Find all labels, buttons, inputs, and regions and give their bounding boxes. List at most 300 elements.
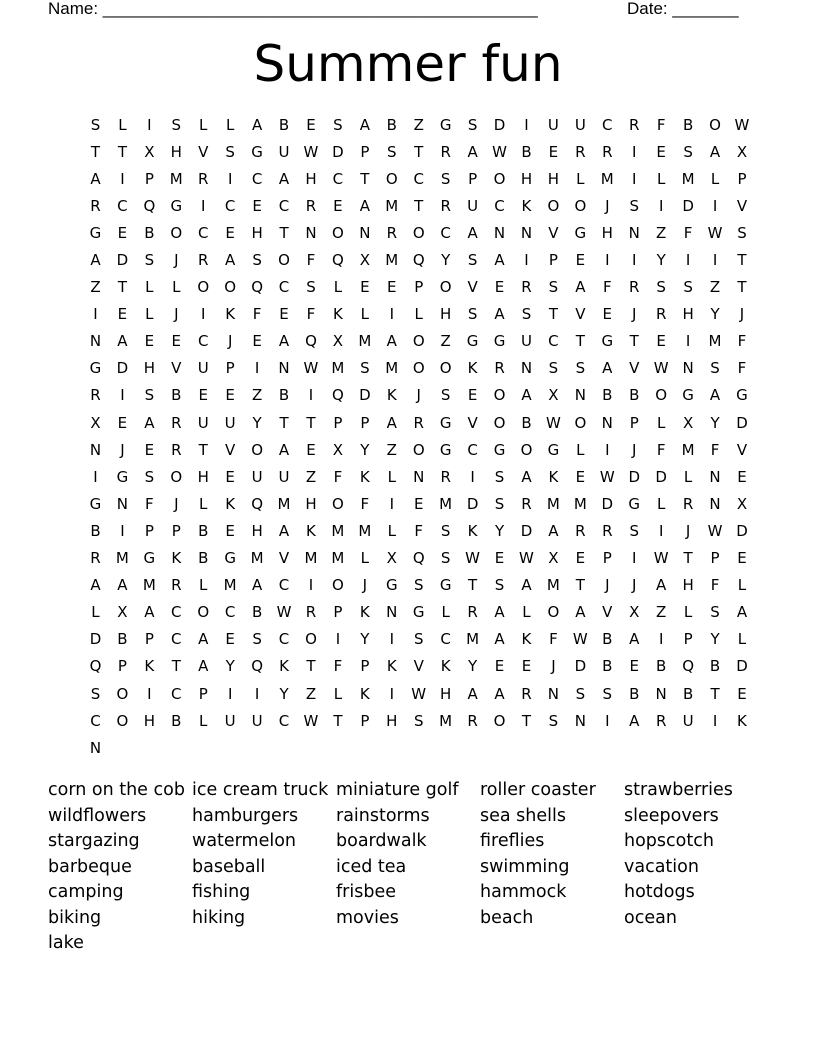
grid-letter[interactable]: A — [494, 251, 505, 270]
grid-letter[interactable]: Y — [656, 251, 666, 270]
grid-letter[interactable]: J — [685, 521, 691, 540]
grid-letter[interactable]: O — [412, 440, 425, 459]
grid-letter[interactable]: X — [332, 440, 344, 459]
grid-letter[interactable]: S — [90, 115, 101, 134]
grid-letter[interactable]: S — [360, 359, 370, 378]
grid-letter[interactable]: L — [333, 684, 343, 703]
grid-letter[interactable]: X — [144, 142, 155, 161]
grid-letter[interactable]: S — [144, 251, 155, 270]
grid-letter[interactable]: X — [359, 251, 370, 270]
grid-letter[interactable]: N — [709, 467, 721, 486]
grid-letter[interactable]: L — [576, 440, 585, 459]
grid-letter[interactable]: D — [574, 657, 587, 676]
grid-letter[interactable]: P — [171, 521, 181, 540]
grid-letter[interactable]: C — [278, 576, 290, 595]
grid-letter[interactable]: M — [358, 332, 372, 351]
grid-letter[interactable]: E — [467, 386, 478, 405]
grid-letter[interactable]: Y — [279, 684, 289, 703]
grid-letter[interactable]: W — [545, 413, 561, 432]
grid-letter[interactable]: V — [548, 223, 559, 242]
grid-letter[interactable]: U — [224, 711, 236, 730]
grid-letter[interactable]: E — [360, 278, 370, 297]
grid-letter[interactable]: O — [493, 169, 506, 188]
grid-letter[interactable]: L — [737, 630, 747, 649]
grid-letter[interactable]: E — [575, 467, 586, 486]
grid-letter[interactable]: K — [279, 657, 289, 676]
grid-letter[interactable]: P — [117, 657, 127, 676]
grid-letter[interactable]: J — [174, 305, 179, 324]
grid-letter[interactable]: M — [681, 440, 695, 459]
grid-letter[interactable]: Y — [360, 440, 370, 459]
grid-letter[interactable]: N — [413, 467, 425, 486]
grid-letter[interactable]: B — [709, 657, 721, 676]
grid-letter[interactable]: C — [548, 332, 559, 351]
grid-letter[interactable]: X — [90, 413, 101, 432]
grid-letter[interactable]: O — [332, 223, 344, 242]
grid-letter[interactable]: T — [306, 657, 316, 676]
grid-letter[interactable]: H — [547, 169, 560, 188]
grid-letter[interactable]: A — [117, 576, 128, 595]
grid-letter[interactable]: E — [198, 386, 208, 405]
grid-letter[interactable]: A — [467, 142, 478, 161]
grid-letter[interactable]: S — [575, 684, 586, 703]
grid-letter[interactable]: I — [201, 196, 206, 215]
grid-letter[interactable]: B — [386, 115, 397, 134]
grid-letter[interactable]: O — [574, 196, 587, 215]
grid-letter[interactable]: P — [144, 630, 154, 649]
grid-letter[interactable]: I — [712, 711, 718, 730]
grid-letter[interactable]: Q — [143, 196, 156, 215]
grid-letter[interactable]: I — [308, 576, 314, 595]
grid-letter[interactable]: O — [655, 386, 668, 405]
grid-letter[interactable]: R — [629, 115, 640, 134]
grid-letter[interactable]: K — [225, 305, 236, 324]
grid-letter[interactable]: D — [628, 467, 640, 486]
grid-letter[interactable]: P — [225, 359, 235, 378]
grid-letter[interactable]: R — [413, 413, 424, 432]
grid-letter[interactable]: H — [305, 169, 317, 188]
grid-letter[interactable]: A — [144, 413, 155, 432]
grid-letter[interactable]: W — [411, 684, 427, 703]
grid-letter[interactable]: S — [548, 711, 559, 730]
grid-letter[interactable]: J — [227, 332, 233, 351]
grid-letter[interactable]: A — [467, 223, 478, 242]
grid-letter[interactable]: X — [332, 332, 344, 351]
grid-letter[interactable]: Z — [251, 386, 263, 405]
grid-letter[interactable]: M — [439, 494, 453, 513]
grid-letter[interactable]: O — [385, 169, 398, 188]
grid-letter[interactable]: L — [91, 603, 100, 622]
grid-letter[interactable]: F — [710, 440, 720, 459]
grid-letter[interactable]: H — [305, 494, 317, 513]
grid-letter[interactable]: Z — [440, 332, 451, 351]
grid-letter[interactable]: F — [710, 576, 720, 595]
grid-letter[interactable]: E — [737, 467, 747, 486]
grid-letter[interactable]: O — [332, 576, 344, 595]
grid-letter[interactable]: A — [359, 115, 370, 134]
grid-letter[interactable]: E — [252, 196, 262, 215]
grid-letter[interactable]: I — [227, 684, 233, 703]
grid-letter[interactable]: I — [389, 494, 394, 513]
grid-letter[interactable]: C — [117, 196, 128, 215]
grid-letter[interactable]: W — [303, 142, 319, 161]
grid-letter[interactable]: S — [575, 359, 586, 378]
grid-letter[interactable]: P — [198, 684, 208, 703]
grid-letter[interactable]: A — [198, 657, 209, 676]
grid-letter[interactable]: V — [278, 549, 290, 568]
grid-letter[interactable]: M — [466, 630, 480, 649]
grid-letter[interactable]: S — [440, 386, 451, 405]
grid-letter[interactable]: A — [278, 169, 290, 188]
grid-letter[interactable]: Y — [494, 521, 505, 540]
grid-letter[interactable]: S — [494, 576, 505, 595]
grid-letter[interactable]: E — [656, 332, 666, 351]
grid-letter[interactable]: E — [144, 440, 155, 459]
grid-letter[interactable]: N — [359, 223, 371, 242]
grid-letter[interactable]: T — [710, 684, 720, 703]
grid-letter[interactable]: K — [521, 630, 532, 649]
grid-letter[interactable]: F — [602, 278, 612, 297]
grid-letter[interactable]: G — [574, 223, 587, 242]
grid-letter[interactable]: S — [252, 251, 262, 270]
grid-letter[interactable]: D — [466, 494, 479, 513]
grid-letter[interactable]: N — [601, 413, 613, 432]
grid-letter[interactable]: I — [632, 251, 637, 270]
grid-letter[interactable]: A — [117, 332, 128, 351]
grid-letter[interactable]: K — [359, 467, 370, 486]
grid-letter[interactable]: N — [278, 359, 290, 378]
grid-letter[interactable]: R — [494, 359, 505, 378]
grid-letter[interactable]: S — [440, 549, 451, 568]
grid-letter[interactable]: K — [332, 305, 343, 324]
grid-letter[interactable]: G — [89, 359, 102, 378]
grid-letter[interactable]: F — [145, 494, 154, 513]
grid-letter[interactable]: I — [712, 251, 718, 270]
grid-letter[interactable]: E — [117, 413, 128, 432]
grid-letter[interactable]: G — [251, 142, 263, 161]
grid-letter[interactable]: T — [629, 332, 639, 351]
grid-letter[interactable]: A — [548, 521, 559, 540]
grid-letter[interactable]: G — [170, 196, 183, 215]
grid-letter[interactable]: J — [120, 440, 125, 459]
grid-letter[interactable]: E — [333, 196, 343, 215]
grid-letter[interactable]: T — [117, 278, 127, 297]
grid-letter[interactable]: Y — [225, 657, 235, 676]
grid-letter[interactable]: G — [224, 549, 236, 568]
grid-letter[interactable]: Q — [332, 386, 344, 405]
grid-letter[interactable]: J — [551, 657, 556, 676]
grid-letter[interactable]: O — [709, 115, 721, 134]
grid-letter[interactable]: Z — [386, 440, 397, 459]
grid-letter[interactable]: L — [118, 115, 127, 134]
grid-letter[interactable]: B — [682, 684, 694, 703]
grid-letter[interactable]: Q — [682, 657, 694, 676]
grid-letter[interactable]: T — [333, 711, 343, 730]
grid-letter[interactable]: P — [360, 711, 370, 730]
grid-letter[interactable]: D — [89, 630, 102, 649]
grid-letter[interactable]: L — [656, 413, 666, 432]
grid-letter[interactable]: S — [467, 251, 478, 270]
grid-letter[interactable]: B — [278, 386, 290, 405]
grid-letter[interactable]: S — [683, 142, 693, 161]
grid-letter[interactable]: A — [251, 115, 263, 134]
grid-letter[interactable]: D — [736, 413, 748, 432]
grid-letter[interactable]: W — [519, 549, 534, 568]
grid-letter[interactable]: N — [682, 359, 694, 378]
grid-letter[interactable]: M — [385, 196, 399, 215]
grid-letter[interactable]: P — [468, 169, 478, 188]
grid-letter[interactable]: P — [333, 603, 343, 622]
grid-letter[interactable]: U — [224, 413, 236, 432]
grid-letter[interactable]: N — [655, 684, 667, 703]
grid-letter[interactable]: C — [251, 169, 263, 188]
grid-letter[interactable]: G — [412, 603, 425, 622]
grid-letter[interactable]: J — [605, 576, 610, 595]
grid-letter[interactable]: C — [467, 440, 478, 459]
grid-letter[interactable]: W — [276, 603, 292, 622]
grid-letter[interactable]: H — [440, 684, 452, 703]
grid-letter[interactable]: E — [225, 630, 235, 649]
grid-letter[interactable]: P — [360, 413, 370, 432]
grid-letter[interactable]: B — [278, 115, 290, 134]
grid-letter[interactable]: M — [573, 494, 587, 513]
grid-letter[interactable]: A — [709, 142, 721, 161]
grid-letter[interactable]: J — [174, 494, 179, 513]
grid-letter[interactable]: V — [413, 657, 424, 676]
grid-letter[interactable]: I — [605, 251, 610, 270]
grid-letter[interactable]: W — [707, 223, 723, 242]
grid-letter[interactable]: G — [89, 223, 102, 242]
grid-letter[interactable]: I — [93, 467, 98, 486]
grid-letter[interactable]: E — [575, 549, 586, 568]
grid-letter[interactable]: O — [412, 332, 425, 351]
grid-letter[interactable]: S — [629, 521, 639, 540]
grid-letter[interactable]: I — [147, 115, 152, 134]
grid-letter[interactable]: I — [524, 115, 529, 134]
grid-letter[interactable]: K — [386, 386, 397, 405]
grid-letter[interactable]: I — [524, 251, 529, 270]
grid-letter[interactable]: N — [305, 223, 317, 242]
grid-letter[interactable]: Z — [305, 684, 317, 703]
grid-letter[interactable]: R — [386, 223, 397, 242]
grid-letter[interactable]: N — [493, 223, 506, 242]
grid-letter[interactable]: N — [574, 386, 586, 405]
grid-letter[interactable]: W — [599, 467, 615, 486]
grid-letter[interactable]: S — [737, 223, 747, 242]
grid-letter[interactable]: U — [197, 359, 209, 378]
grid-letter[interactable]: L — [656, 494, 666, 513]
grid-letter[interactable]: O — [278, 251, 290, 270]
grid-letter[interactable]: E — [629, 657, 639, 676]
grid-letter[interactable]: G — [89, 494, 102, 513]
grid-letter[interactable]: W — [734, 115, 750, 134]
grid-letter[interactable]: E — [521, 657, 532, 676]
grid-letter[interactable]: L — [414, 305, 423, 324]
grid-letter[interactable]: B — [602, 630, 613, 649]
grid-letter[interactable]: K — [440, 657, 451, 676]
grid-letter[interactable]: L — [199, 576, 208, 595]
grid-letter[interactable]: N — [89, 440, 102, 459]
grid-letter[interactable]: S — [413, 576, 424, 595]
grid-letter[interactable]: O — [574, 413, 587, 432]
grid-letter[interactable]: D — [601, 494, 614, 513]
grid-letter[interactable]: X — [548, 549, 559, 568]
grid-letter[interactable]: N — [628, 223, 640, 242]
grid-letter[interactable]: H — [143, 711, 155, 730]
grid-letter[interactable]: V — [467, 278, 478, 297]
grid-letter[interactable]: A — [736, 603, 748, 622]
grid-letter[interactable]: T — [279, 413, 289, 432]
grid-letter[interactable]: I — [658, 521, 664, 540]
grid-letter[interactable]: O — [547, 603, 560, 622]
grid-letter[interactable]: L — [656, 169, 666, 188]
grid-letter[interactable]: A — [90, 576, 101, 595]
grid-letter[interactable]: I — [389, 305, 394, 324]
grid-letter[interactable]: R — [440, 196, 451, 215]
grid-letter[interactable]: Y — [252, 413, 262, 432]
grid-letter[interactable]: I — [470, 467, 475, 486]
grid-letter[interactable]: A — [144, 603, 155, 622]
grid-letter[interactable]: Z — [413, 115, 424, 134]
grid-letter[interactable]: G — [466, 332, 479, 351]
grid-letter[interactable]: Q — [251, 657, 263, 676]
grid-letter[interactable]: I — [93, 305, 98, 324]
grid-letter[interactable]: S — [467, 115, 478, 134]
grid-letter[interactable]: S — [440, 521, 451, 540]
grid-letter[interactable]: D — [359, 386, 371, 405]
grid-letter[interactable]: E — [602, 305, 613, 324]
grid-letter[interactable]: S — [144, 386, 155, 405]
grid-letter[interactable]: F — [252, 305, 262, 324]
grid-letter[interactable]: B — [682, 115, 694, 134]
grid-letter[interactable]: N — [116, 494, 129, 513]
grid-letter[interactable]: G — [682, 386, 694, 405]
grid-letter[interactable]: E — [279, 305, 289, 324]
grid-letter[interactable]: R — [629, 278, 640, 297]
grid-letter[interactable]: C — [278, 278, 290, 297]
grid-letter[interactable]: G — [628, 494, 641, 513]
grid-letter[interactable]: I — [658, 196, 664, 215]
grid-letter[interactable]: L — [683, 603, 693, 622]
grid-letter[interactable]: L — [360, 549, 370, 568]
grid-letter[interactable]: A — [521, 576, 532, 595]
grid-letter[interactable]: L — [441, 603, 450, 622]
grid-letter[interactable]: F — [683, 223, 693, 242]
grid-letter[interactable]: V — [736, 196, 748, 215]
grid-letter[interactable]: O — [439, 278, 452, 297]
grid-letter[interactable]: E — [252, 332, 262, 351]
grid-letter[interactable]: S — [494, 494, 505, 513]
grid-letter[interactable]: M — [250, 549, 264, 568]
grid-letter[interactable]: M — [358, 521, 372, 540]
grid-letter[interactable]: A — [386, 332, 397, 351]
grid-letter[interactable]: A — [494, 305, 505, 324]
grid-letter[interactable]: T — [737, 251, 747, 270]
grid-letter[interactable]: Z — [305, 467, 317, 486]
grid-letter[interactable]: H — [143, 359, 155, 378]
grid-letter[interactable]: V — [602, 603, 613, 622]
grid-letter[interactable]: S — [467, 305, 478, 324]
grid-letter[interactable]: O — [520, 440, 533, 459]
grid-letter[interactable]: R — [467, 711, 478, 730]
grid-letter[interactable]: S — [413, 711, 424, 730]
grid-letter[interactable]: X — [386, 549, 397, 568]
grid-letter[interactable]: M — [304, 549, 318, 568]
grid-letter[interactable]: R — [575, 521, 586, 540]
grid-letter[interactable]: L — [576, 169, 585, 188]
grid-letter[interactable]: H — [682, 576, 694, 595]
grid-letter[interactable]: D — [116, 359, 129, 378]
grid-letter[interactable]: F — [333, 657, 343, 676]
grid-letter[interactable]: I — [685, 251, 691, 270]
grid-letter[interactable]: I — [254, 359, 260, 378]
grid-letter[interactable]: K — [467, 521, 478, 540]
grid-letter[interactable]: L — [333, 278, 343, 297]
grid-letter[interactable]: B — [171, 711, 182, 730]
grid-letter[interactable]: B — [251, 603, 263, 622]
grid-letter[interactable]: B — [521, 142, 532, 161]
grid-letter[interactable]: T — [548, 305, 558, 324]
grid-letter[interactable]: U — [251, 467, 263, 486]
grid-letter[interactable]: C — [171, 603, 182, 622]
grid-letter[interactable]: Z — [656, 603, 667, 622]
grid-letter[interactable]: S — [710, 359, 720, 378]
grid-letter[interactable]: P — [602, 549, 612, 568]
grid-letter[interactable]: T — [737, 278, 747, 297]
grid-letter[interactable]: R — [682, 494, 694, 513]
grid-letter[interactable]: C — [278, 630, 290, 649]
grid-letter[interactable]: F — [333, 467, 343, 486]
grid-letter[interactable]: M — [385, 251, 399, 270]
grid-letter[interactable]: T — [279, 223, 289, 242]
grid-letter[interactable]: W — [492, 142, 507, 161]
grid-letter[interactable]: G — [385, 576, 398, 595]
grid-letter[interactable]: R — [602, 142, 613, 161]
grid-letter[interactable]: G — [493, 440, 506, 459]
grid-letter[interactable]: T — [575, 576, 585, 595]
grid-letter[interactable]: E — [494, 549, 505, 568]
grid-letter[interactable]: V — [467, 413, 478, 432]
grid-letter[interactable]: O — [493, 711, 506, 730]
grid-letter[interactable]: E — [413, 494, 424, 513]
grid-letter[interactable]: X — [736, 142, 748, 161]
grid-letter[interactable]: B — [171, 386, 182, 405]
grid-letter[interactable]: A — [90, 169, 101, 188]
grid-letter[interactable]: N — [574, 711, 586, 730]
grid-letter[interactable]: A — [494, 684, 505, 703]
grid-letter[interactable]: U — [251, 711, 263, 730]
grid-letter[interactable]: T — [683, 549, 693, 568]
grid-letter[interactable]: E — [225, 386, 235, 405]
grid-letter[interactable]: A — [467, 684, 478, 703]
grid-letter[interactable]: R — [90, 196, 101, 215]
grid-letter[interactable]: R — [440, 467, 451, 486]
grid-letter[interactable]: M — [708, 332, 722, 351]
grid-letter[interactable]: R — [521, 684, 532, 703]
grid-letter[interactable]: C — [224, 196, 236, 215]
grid-letter[interactable]: E — [575, 251, 586, 270]
grid-letter[interactable]: P — [144, 169, 154, 188]
grid-letter[interactable]: A — [521, 386, 532, 405]
grid-letter[interactable]: C — [440, 223, 451, 242]
grid-letter[interactable]: Q — [251, 494, 263, 513]
grid-letter[interactable]: R — [198, 169, 209, 188]
grid-letter[interactable]: C — [197, 223, 209, 242]
grid-letter[interactable]: L — [387, 521, 396, 540]
grid-letter[interactable]: V — [736, 440, 748, 459]
grid-letter[interactable]: R — [305, 603, 317, 622]
grid-letter[interactable]: O — [197, 603, 210, 622]
